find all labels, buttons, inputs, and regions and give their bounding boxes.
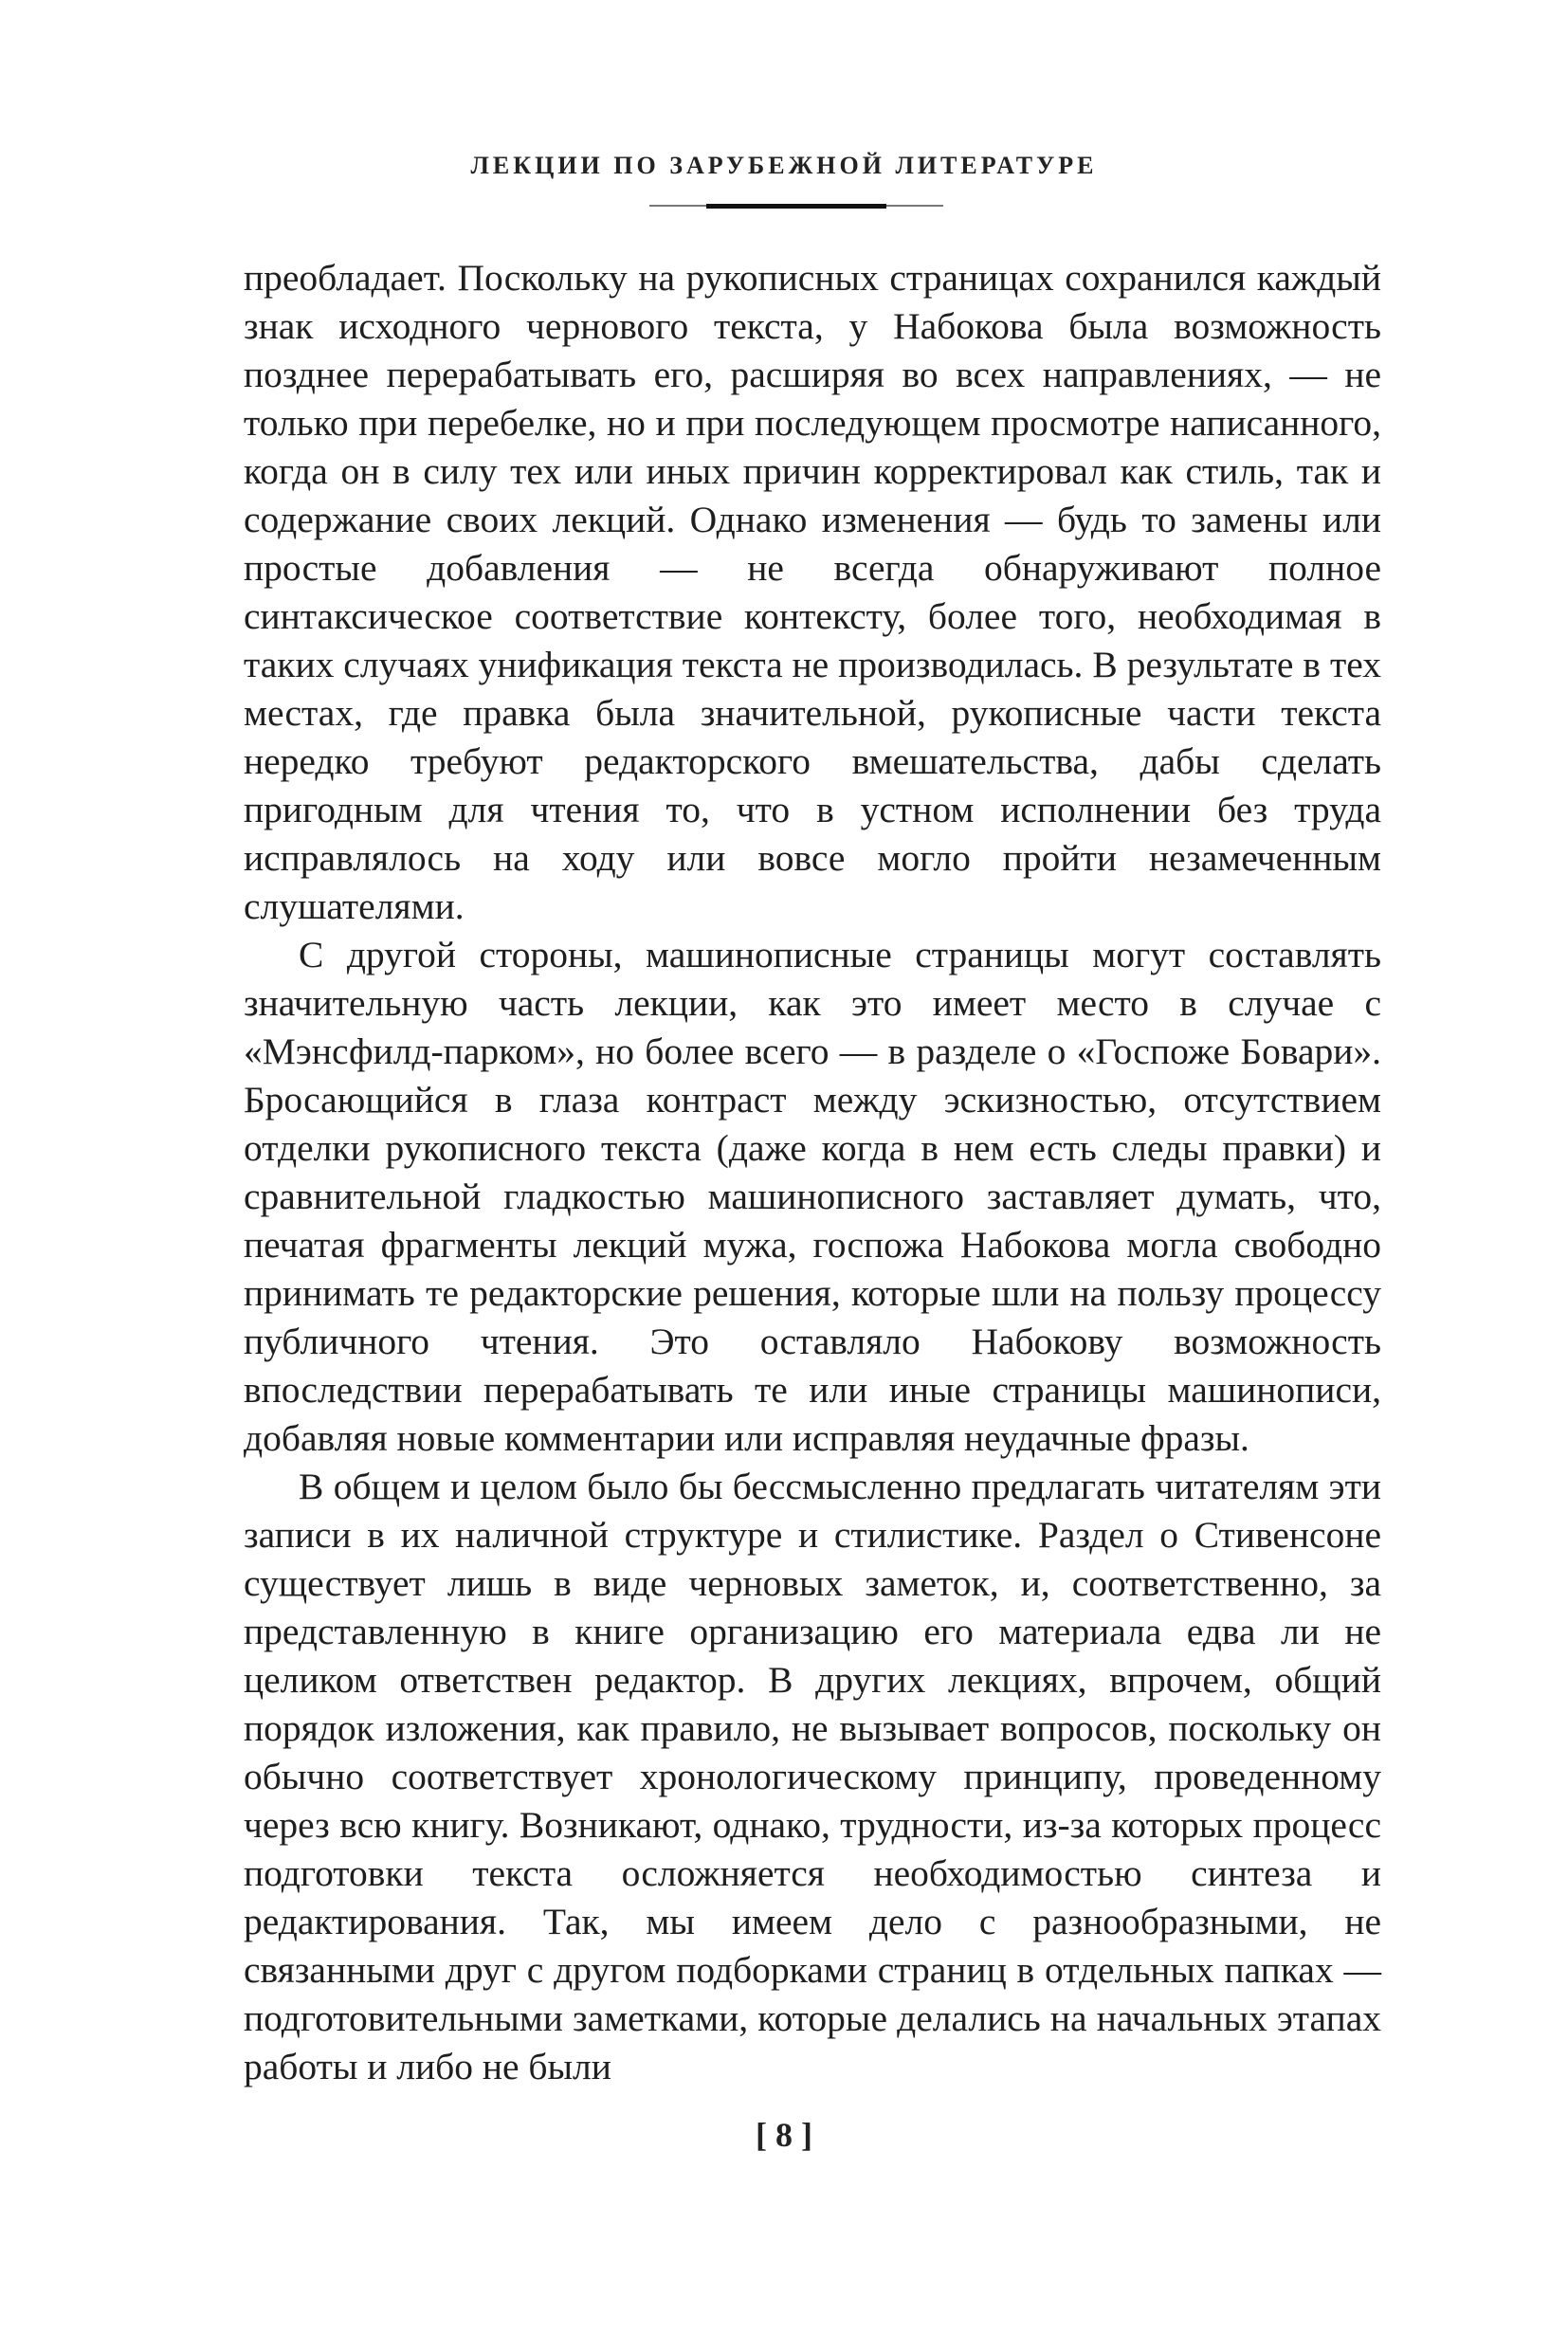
head-rule-accent [706, 204, 886, 209]
running-head: ЛЕКЦИИ ПО ЗАРУБЕЖНОЙ ЛИТЕРАТУРЕ [470, 152, 1098, 179]
paragraph-1: преобладает. Поскольку на рукописных страницах сохранился каждый знак исходного чернового текста, у Набокова была возможность позднее перерабатывать его, расширяя во всех направлениях, — не только при перебелке, но и при последующем просмотре написанного, когда он в силу тех или иных причин корректировал как стиль, так и содержание своих лекций. Однако изменения — будь то замены или простые добавления — не всегда обнаруживают полное синтаксическое соответствие контексту, более того, необходимая в таких случаях унификация текста не производилась. В результате в тех местах, где правка была значительной, рукописные части текста нередко требуют редакторского вмешательства, дабы сделать пригодным для чтения то, что в устном исполнении без труда исправлялось на ходу или вовсе могло пройти незамеченным слушателями. [244, 257, 1381, 927]
paragraph-3: В общем и целом было бы бессмысленно предлагать читателям эти записи в их наличной структуре и стилистике. Раздел о Стивенсоне существует лишь в виде черновых заметок, и, соответственно, за представленную в книге организацию его материала едва ли не целиком ответствен редактор. В других лекциях, впрочем, общий порядок изложения, как правило, не вызывает вопросов, поскольку он обычно соответствует хронологическому принципу, проведенному через всю книгу. Возникают, однако, трудности, из-за которых процесс подготовки текста осложняется необходимостью синтеза и редактирования. Так, мы имеем дело с разнообразными, не связанными друг с другом подборками страниц в отдельных папках — подготовительными заметками, которые делались на начальных этапах работы и либо не были [244, 1466, 1381, 2087]
paragraph-2: С другой стороны, машинописные страницы могут составлять значительную часть лекции, как это имеет место в случае с «Мэнсфилд-парком», но более всего — в разделе о «Госпоже Бовари». Бросающийся в глаза контраст между эскизностью, отсутствием отделки рукописного текста (даже когда в нем есть следы правки) и сравнительной гладкостью машинописного заставляет думать, что, печатая фрагменты лекций мужа, госпожа Набокова могла свободно принимать те редакторские решения, которые шли на пользу процессу публичного чтения. Это оставляло Набокову возможность впоследствии перерабатывать те или иные страницы машинописи, добавляя новые комментарии или исправляя неудачные фразы. [244, 934, 1381, 1459]
body-text [244, 254, 1381, 2091]
page-number: [ 8 ] [756, 2116, 812, 2154]
